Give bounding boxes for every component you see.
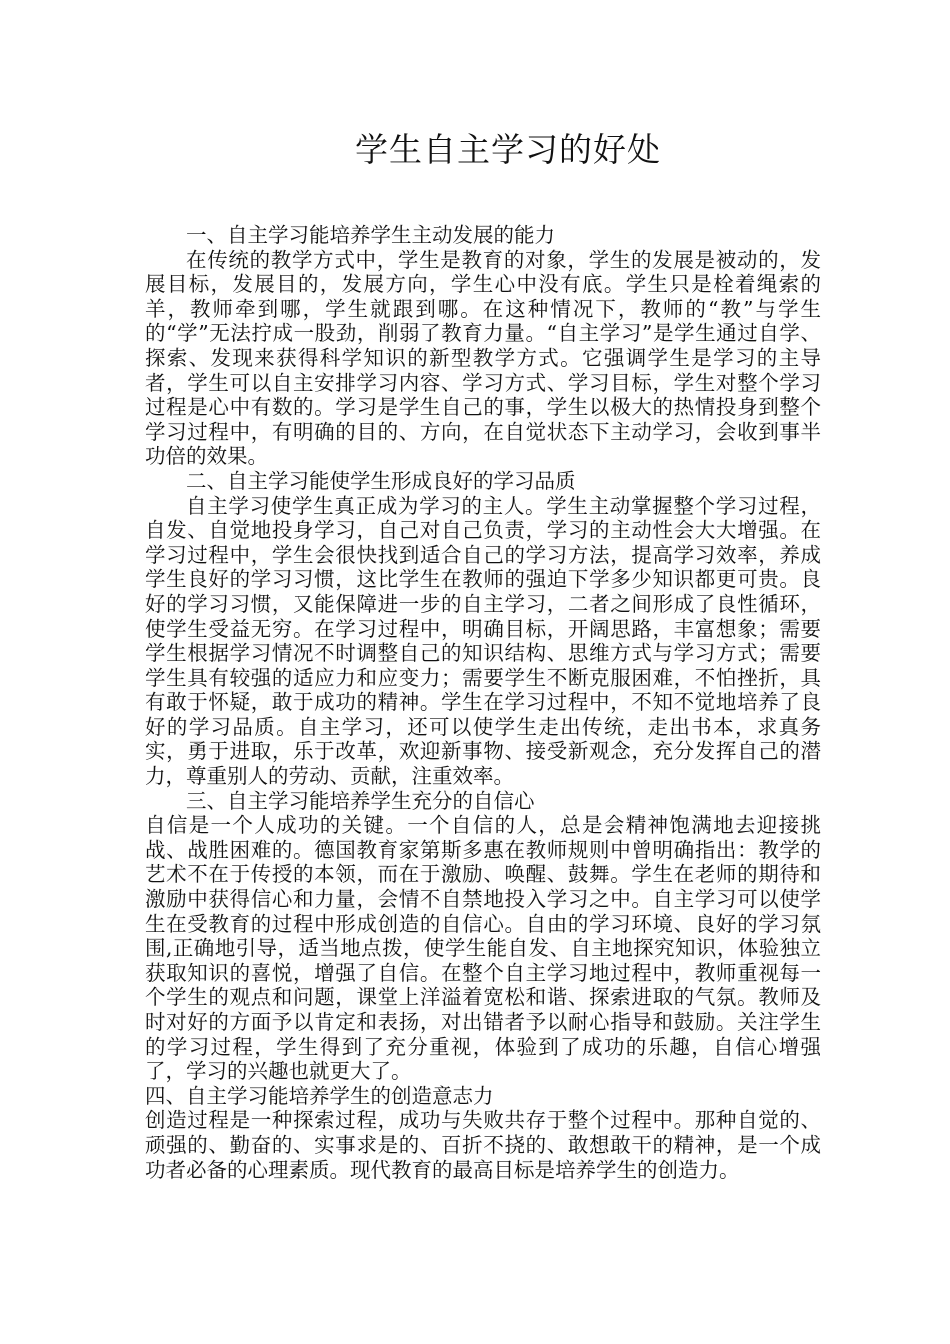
section-paragraph-3: 自信是一个人成功的关键。一个自信的人，总是会精神饱满地去迎接挑战、战胜困难的。德国教育家第斯多惠在教师规则中曾明确指出：教学的艺术不在于传授的本领，而在于激励、唤醒、鼓舞。学生在老师的期待和激励中获得信心和力量，会情不自禁地投入学习之中。自主学习可以使学生在受教育的过程中形成创造的自信心。自由的学习环境、良好的学习氛围,正确地引导，适当地点拨，使学生能自发、自主地探究知识，体验独立获取知识的喜悦，增强了自信。在整个自主学习地过程中，教师重视每一个学生的观点和问题，课堂上洋溢着宽松和谐、探索进取的气氛。教师及时对好的方面予以肯定和表扬，对出错者予以耐心指导和鼓励。关注学生的学习过程，学生得到了充分重视，体验到了成功的乐趣，自信心增强了，学习的兴趣也就更大了。 <box>145 813 821 1084</box>
document-body <box>145 223 821 1182</box>
section-paragraph-2: 自主学习使学生真正成为学习的主人。学生主动掌握整个学习过程，自发、自觉地投身学习，自己对自己负责，学习的主动性会大大增强。在学习过程中，学生会很快找到适合自己的学习方法，提高学习效率，养成学生良好的学习习惯，这比学生在教师的强迫下学多少知识都更可贵。良好的学习习惯，又能保障进一步的自主学习，二者之间形成了良性循环，使学生受益无穷。在学习过程中，明确目标，开阔思路，丰富想象；需要学生根据学习情况不时调整自己的知识结构、思维方式与学习方式；需要学生具有较强的适应力和应变力；需要学生不断克服困难，不怕挫折，具有敢于怀疑，敢于成功的精神。学生在学习过程中，不知不觉地培养了良好的学习品质。自主学习，还可以使学生走出传统，走出书本，求真务实，勇于进取，乐于改革，欢迎新事物、接受新观念，充分发挥自己的潜力，尊重别人的劳动、贡献，注重效率。 <box>145 493 821 789</box>
section-heading-4: 四、自主学习能培养学生的创造意志力 <box>145 1083 494 1108</box>
section-paragraph-4: 创造过程是一种探索过程，成功与失败共存于整个过程中。那种自觉的、顽强的、勤奋的、实事求是的、百折不挠的、敢想敢干的精神，是一个成功者必备的心理素质。现代教育的最高目标是培养学生的创造力。 <box>145 1108 821 1182</box>
section-heading-1: 一、自主学习能培养学生主动发展的能力 <box>186 223 555 247</box>
section-heading-3: 三、自主学习能培养学生充分的自信心 <box>186 788 535 813</box>
document-title: 学生自主学习的好处 <box>355 130 661 169</box>
section-paragraph-1: 在传统的教学方式中，学生是教育的对象，学生的发展是被动的，发展目标，发展目的，发展方向，学生心中没有底。学生只是栓着绳索的羊，教师牵到哪，学生就跟到哪。在这种情况下，教师的“教”与学生的“学”无法拧成一股劲，削弱了教育力量。“自主学习”是学生通过自学、探索、发现来获得科学知识的新型教学方式。它强调学生是学习的主导者，学生可以自主安排学习内容、学习方式、学习目标，学生对整个学习过程是心中有数的。学习是学生自己的事，学生以极大的热情投身到整个学习过程中，有明确的目的、方向，在自觉状态下主动学习，会收到事半功倍的效果。 <box>145 247 821 469</box>
section-heading-2: 二、自主学习能使学生形成良好的学习品质 <box>186 468 576 493</box>
